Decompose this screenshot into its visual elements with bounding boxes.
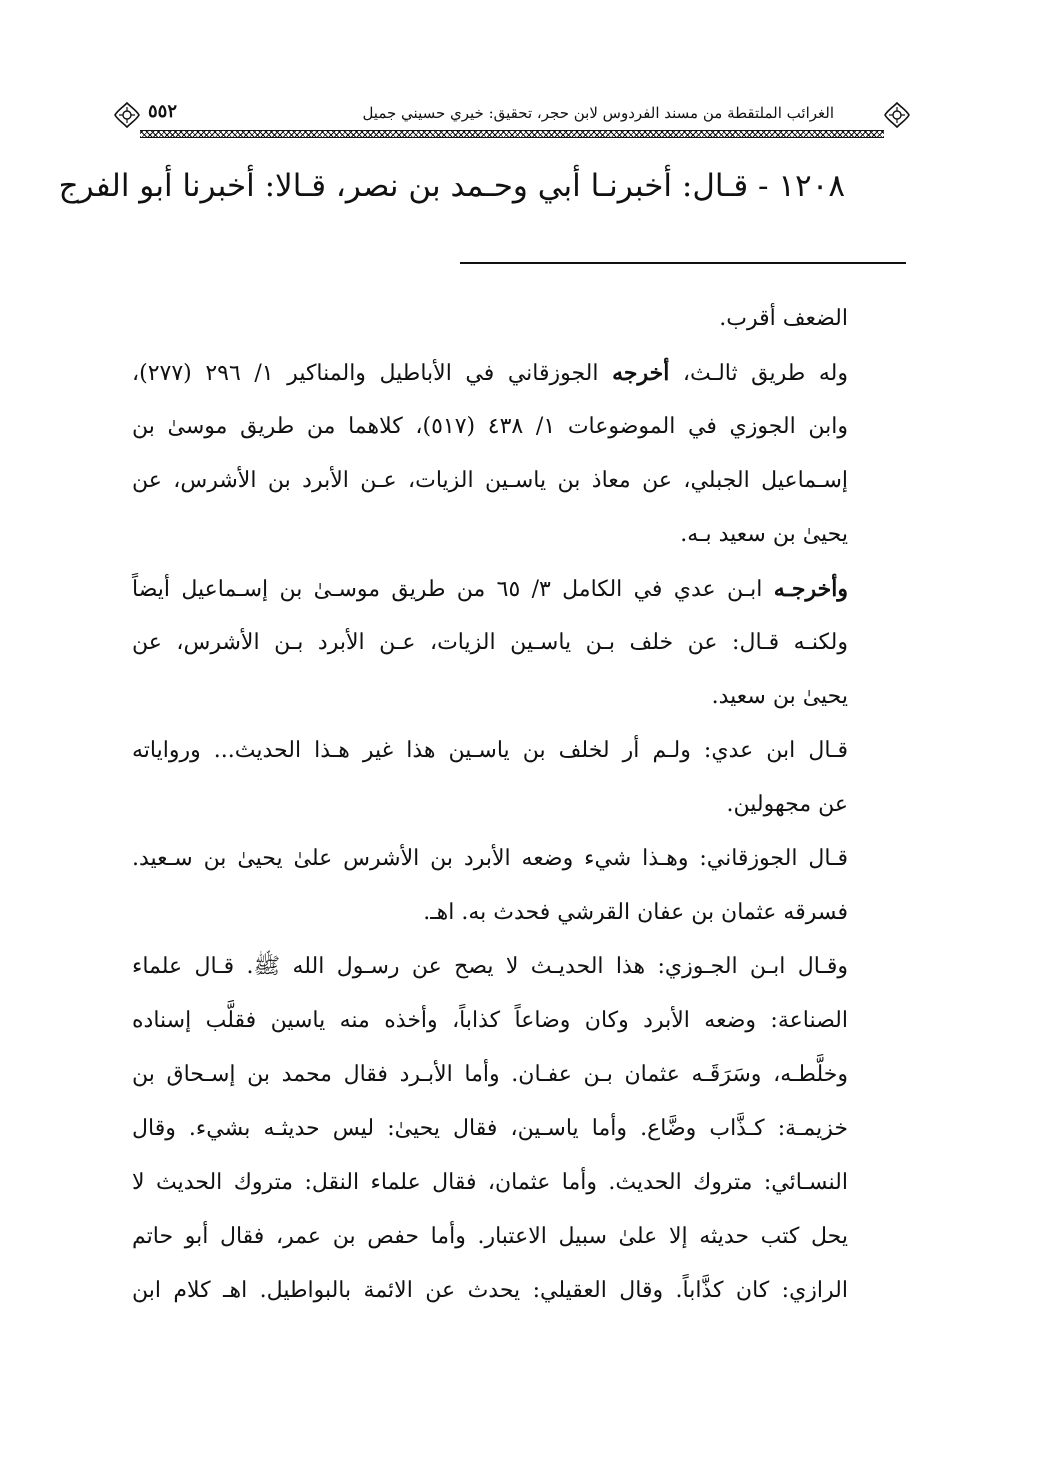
footnote-text: الصناعة: وضعه الأبرد وكان وضاعاً كذاباً، وأخذه منه ياسين فقلَّب إسناده xyxy=(132,1008,848,1033)
page-number: ٥٥٢ xyxy=(148,101,178,122)
footnote-text: وخلَّطـه، وسَرَقَـه عثمان بـن عفـان. وأما الأبـرد فقال محمد بن إسـحاق بن xyxy=(132,1062,848,1087)
footnote-line xyxy=(132,1102,848,1156)
footnote-text: عن مجهولين. xyxy=(726,792,848,817)
footnote-line xyxy=(132,616,848,670)
footnote-text: الجوزقاني في الأباطيل والمناكير ١/ ٢٩٦ (٢٧٧)، xyxy=(132,361,613,386)
footnote-text: الضعف أقرب. xyxy=(719,306,848,331)
footnote-text: قـال ابن عدي: ولـم أر لخلف بن ياسـين هذا غير هـذا الحديث... ورواياته xyxy=(132,738,848,763)
footnote-line xyxy=(132,562,848,616)
floral-ornament-icon xyxy=(112,100,142,130)
footnotes-block xyxy=(132,292,848,1318)
footnote-line xyxy=(132,454,848,508)
footnote-line xyxy=(132,994,848,1048)
footnote-line xyxy=(132,1264,848,1318)
footnote-text: النسـائي: متروك الحديث. وأما عثمان، فقال علماء النقل: متروك الحديث لا xyxy=(132,1170,848,1195)
main-text-line: ١٢٠٨ - قـال: أخبرنـا أبي وحـمد بن نصر، قـالا: أخبرنا أبو الفرج xyxy=(58,168,845,204)
floral-ornament-icon xyxy=(882,100,912,130)
footnote-text: فسرقه عثمان بن عفان القرشي فحدث به. اهـ. xyxy=(423,900,848,925)
footnote-text: يحيىٰ بن سعيد بـه. xyxy=(680,522,848,547)
footnote-bold-text: وأخرجـه xyxy=(773,576,849,602)
footnote-bold-text: أخرجه xyxy=(612,360,670,386)
footnote-text: وله طريق ثالـث، xyxy=(669,361,849,386)
footnote-line xyxy=(132,832,848,886)
footnote-separator xyxy=(460,262,906,264)
footnote-line xyxy=(132,778,848,832)
footnote-text: ولكنـه قـال: عن خلف بـن ياسـين الزيات، عـن الأبرد بـن الأشرس، عن xyxy=(132,630,848,655)
footnote-line xyxy=(132,886,848,940)
footnote-text: قـال الجوزقاني: وهـذا شيء وضعه الأبرد بن الأشرس علىٰ يحيىٰ بن سـعيد. xyxy=(132,846,848,871)
footnote-line xyxy=(132,400,848,454)
footnote-line xyxy=(132,346,848,400)
footnote-text: وقـال ابـن الجـوزي: هذا الحديـث لا يصح عن رسـول الله ﷺ. قـال علماء xyxy=(132,954,848,979)
footnote-text: يحيىٰ بن سعيد. xyxy=(711,684,848,709)
footnote-line xyxy=(132,940,848,994)
footnote-text: وابن الجوزي في الموضوعات ١/ ٤٣٨ (٥١٧)، كلاهما من طريق موسىٰ بن xyxy=(132,414,849,439)
footnote-text: إسـماعيل الجبلي، عن معاذ بن ياسـين الزيات، عـن الأبرد بن الأشرس، عن xyxy=(132,468,848,493)
footnote-text: ابـن عدي في الكامل ٣/ ٦٥ من طريق موسـىٰ بن إسـماعيل أيضاً xyxy=(132,577,774,602)
footnote-line xyxy=(132,1210,848,1264)
footnote-text: يحل كتب حديثه إلا علىٰ سبيل الاعتبار. وأما حفص بن عمر، فقال أبو حاتم xyxy=(132,1224,848,1249)
footnote-line xyxy=(132,724,848,778)
footnote-line xyxy=(132,1156,848,1210)
footnote-line xyxy=(132,670,848,724)
footnote-text: الرازي: كان كذَّاباً. وقال العقيلي: يحدث عن الائمة بالبواطيل. اهـ كلام ابن xyxy=(132,1278,848,1303)
header-divider xyxy=(140,130,884,138)
footnote-line xyxy=(132,292,848,346)
footnote-text: خزيمـة: كـذَّاب وضَّاع. وأما ياسـين، فقال يحيىٰ: ليس حديثـه بشيء. وقال xyxy=(132,1116,848,1141)
running-header xyxy=(112,98,912,142)
footnote-line xyxy=(132,1048,848,1102)
footnote-line xyxy=(132,508,848,562)
running-title: الغرائب الملتقطة من مسند الفردوس لابن حجر، تحقيق: خيري حسيني جميل xyxy=(362,104,834,122)
